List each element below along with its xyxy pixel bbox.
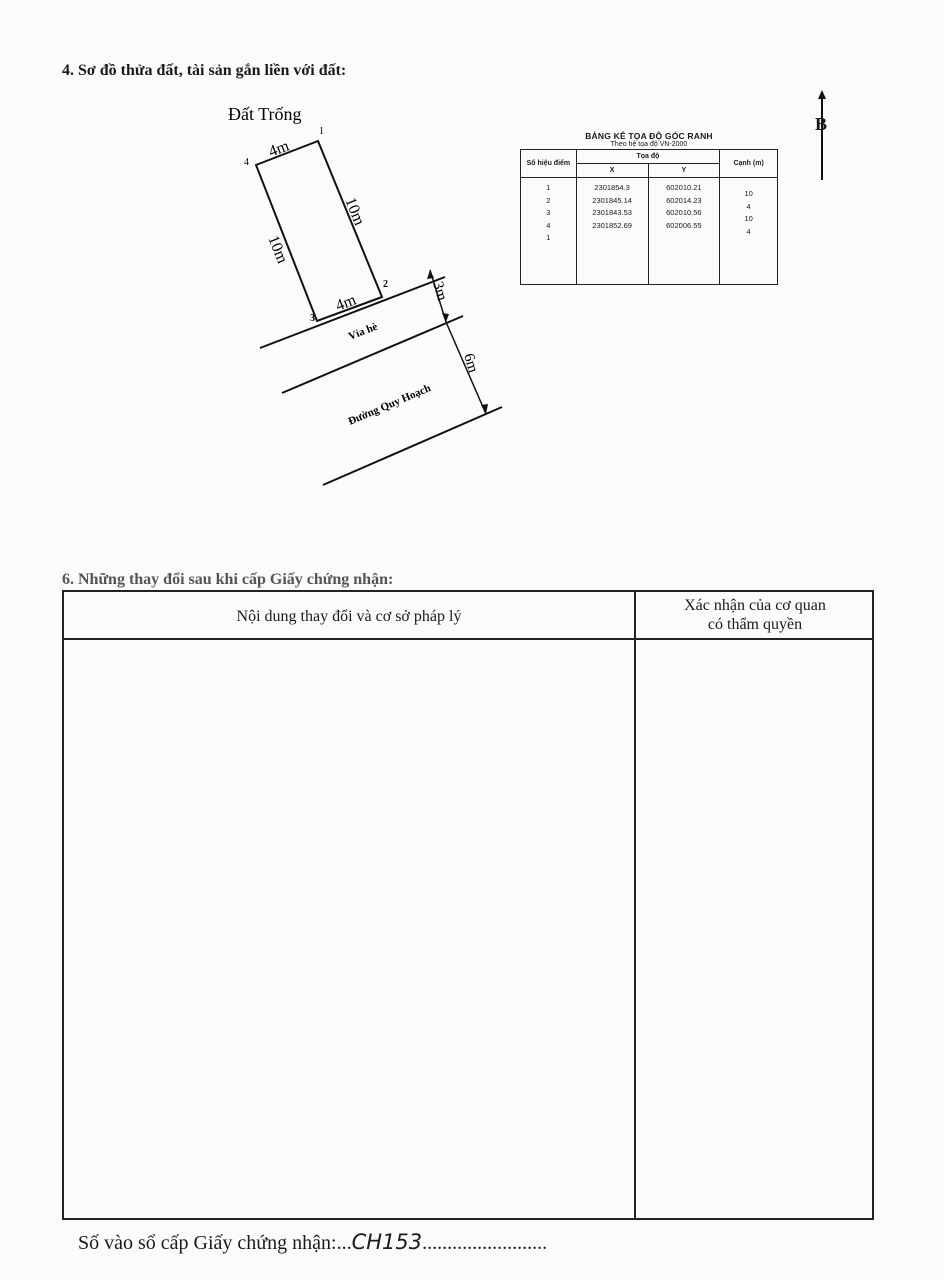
- header-divider: [64, 638, 872, 640]
- point-4-label: 4: [244, 157, 249, 168]
- x-column: [576, 178, 648, 285]
- table-cell: 10: [744, 214, 753, 223]
- col-coord-header: Tọa độ: [576, 150, 720, 164]
- edge-right-label: 10m: [341, 195, 368, 228]
- footer-label: Số vào sổ cấp Giấy chứng nhận:: [78, 1232, 337, 1254]
- table-cell: 602010.21: [666, 183, 702, 192]
- table-cell: 3: [546, 208, 551, 217]
- column-divider: [634, 592, 636, 1218]
- col-x-header: X: [576, 164, 648, 178]
- coordinate-table-title: BẢNG KÊ TỌA ĐỘ GÓC RANH: [585, 131, 713, 141]
- table-cell: 4: [746, 226, 751, 236]
- section-4-title: 4. Sơ đồ thửa đất, tài sản gắn liền với đất:: [62, 62, 347, 79]
- col-confirm-header: [636, 596, 874, 634]
- land-parcel-sketch: [0, 0, 944, 560]
- road-width-label: 6m: [460, 351, 481, 375]
- sketch-top-label: Đất Trống: [228, 104, 302, 124]
- edge-left-label: 10m: [264, 233, 291, 266]
- col-content-header: Nội dung thay đổi và cơ sở pháp lý: [236, 608, 462, 625]
- footer-dots: ...: [336, 1232, 352, 1254]
- table-cell: 2301845.14: [592, 195, 632, 205]
- col-y-header: Y: [648, 164, 720, 178]
- col-edge-header: Cạnh (m): [720, 150, 778, 178]
- table-cell: 10: [744, 189, 753, 198]
- certificate-number: CH153: [351, 1230, 423, 1254]
- point-column: [521, 178, 577, 285]
- col-confirm-header-line2: có thẩm quyền: [707, 616, 803, 633]
- table-cell: 1: [546, 233, 551, 242]
- coordinate-table-subtitle: Theo hệ tọa độ VN-2000: [610, 141, 688, 148]
- table-cell: 602010.56: [666, 208, 702, 217]
- col-confirm-header-line1: Xác nhận của cơ quan: [684, 597, 826, 614]
- table-cell: 602006.55: [666, 220, 702, 230]
- edge-top-label: 4m: [266, 137, 292, 161]
- coordinate-table-block: [520, 131, 778, 285]
- point-2-label: 2: [383, 279, 388, 290]
- point-1-label: 1: [319, 126, 324, 137]
- section-6-title: 6. Những thay đổi sau khi cấp Giấy chứng nhận:: [62, 571, 394, 588]
- table-cell: 602014.23: [666, 195, 702, 205]
- north-label: B: [815, 114, 828, 134]
- dim-arrow: [442, 313, 449, 322]
- road-label: Đường Quy Hoạch: [346, 382, 433, 428]
- north-arrow-icon: [806, 90, 826, 185]
- edge-column: [720, 178, 778, 285]
- dim-arrow: [427, 270, 434, 279]
- point-3-label: 3: [310, 313, 315, 324]
- footer-dots: .........................: [422, 1232, 548, 1254]
- edge-bottom-label: 4m: [333, 291, 359, 315]
- y-column: [648, 178, 720, 285]
- coordinate-table: [520, 149, 778, 285]
- col-point-header: Số hiệu điểm: [521, 150, 577, 178]
- table-cell: 4: [546, 220, 551, 230]
- table-cell: 2301843.53: [592, 208, 632, 217]
- table-cell: 1: [546, 183, 551, 192]
- sidewalk-label: Vỉa hè: [346, 320, 380, 343]
- certificate-register-line: [78, 1230, 547, 1255]
- table-cell: 2301852.69: [592, 220, 632, 230]
- sidewalk-width-label: 3m: [429, 279, 450, 303]
- parcel-outline: [256, 141, 382, 321]
- table-cell: 4: [746, 201, 751, 211]
- table-cell: 2: [546, 195, 551, 205]
- changes-table: [62, 590, 874, 1220]
- table-cell: 2301854.3: [594, 183, 630, 192]
